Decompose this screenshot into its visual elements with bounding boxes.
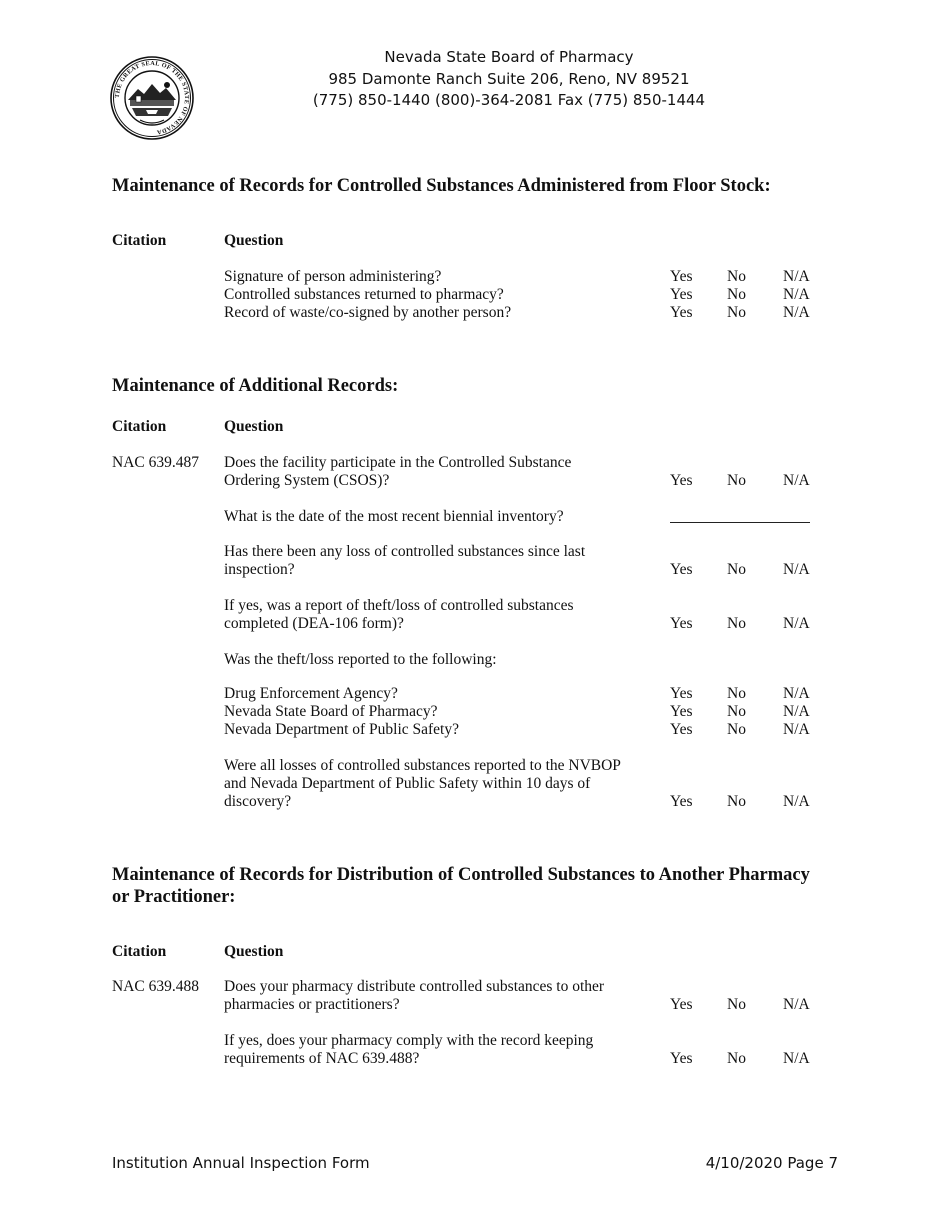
yes-option[interactable]: Yes — [670, 304, 693, 321]
yes-option[interactable]: Yes — [670, 1050, 693, 1067]
yes-option[interactable]: Yes — [670, 703, 693, 720]
no-option[interactable]: No — [727, 268, 746, 285]
no-option[interactable]: No — [727, 793, 746, 810]
no-option[interactable]: No — [727, 472, 746, 489]
question-text: Record of waste/co-signed by another person? — [224, 304, 512, 321]
question-text: If yes, does your pharmacy comply with the record keeping — [224, 1032, 594, 1049]
section-title-distribution-cont: or Practitioner: — [112, 887, 236, 907]
question-text: Controlled substances returned to pharmacy? — [224, 286, 504, 303]
na-option[interactable]: N/A — [783, 685, 810, 702]
na-option[interactable]: N/A — [783, 996, 810, 1013]
question-text: Has there been any loss of controlled substances since last — [224, 543, 586, 560]
citation-nac-639-487: NAC 639.487 — [112, 454, 199, 471]
no-option[interactable]: No — [727, 304, 746, 321]
question-text: Ordering System (CSOS)? — [224, 472, 390, 489]
board-address: 985 Damonte Ranch Suite 206, Reno, NV 89521 — [328, 69, 690, 88]
section-title-additional-records: Maintenance of Additional Records: — [112, 376, 399, 396]
question-text: Were all losses of controlled substances reported to the NVBOP — [224, 757, 621, 774]
yes-option[interactable]: Yes — [670, 685, 693, 702]
question-text: Was the theft/loss reported to the following: — [224, 651, 497, 668]
na-option[interactable]: N/A — [783, 615, 810, 632]
citation-nac-639-488: NAC 639.488 — [112, 978, 199, 995]
svg-text:THE GREAT SEAL OF THE STATE OF: THE GREAT SEAL OF THE STATE OF NEVADA — [113, 59, 191, 136]
yes-option[interactable]: Yes — [670, 615, 693, 632]
no-option[interactable]: No — [727, 561, 746, 578]
footer-form-name: Institution Annual Inspection Form — [112, 1154, 370, 1172]
question-text: completed (DEA-106 form)? — [224, 615, 404, 632]
question-text: What is the date of the most recent biennial inventory? — [224, 508, 564, 525]
question-text: and Nevada Department of Public Safety within 10 days of — [224, 775, 591, 792]
no-option[interactable]: No — [727, 996, 746, 1013]
agency-label: Nevada Department of Public Safety? — [224, 721, 459, 738]
section-title-distribution: Maintenance of Records for Distribution of Controlled Substances to Another Pharmacy — [112, 865, 810, 885]
section-title-floor-stock: Maintenance of Records for Controlled Substances Administered from Floor Stock: — [112, 176, 771, 196]
na-option[interactable]: N/A — [783, 561, 810, 578]
na-option[interactable]: N/A — [783, 721, 810, 738]
na-option[interactable]: N/A — [783, 286, 810, 303]
question-text: requirements of NAC 639.488? — [224, 1050, 420, 1067]
yes-option[interactable]: Yes — [670, 721, 693, 738]
na-option[interactable]: N/A — [783, 304, 810, 321]
question-text: discovery? — [224, 793, 292, 810]
yes-option[interactable]: Yes — [670, 996, 693, 1013]
yes-option[interactable]: Yes — [670, 472, 693, 489]
na-option[interactable]: N/A — [783, 472, 810, 489]
question-text: If yes, was a report of theft/loss of controlled substances — [224, 597, 574, 614]
citation-header: Citation — [112, 232, 167, 249]
agency-label: Drug Enforcement Agency? — [224, 685, 398, 702]
agency-label: Nevada State Board of Pharmacy? — [224, 703, 438, 720]
question-header: Question — [224, 418, 284, 435]
board-name: Nevada State Board of Pharmacy — [384, 48, 634, 66]
letterhead — [250, 47, 768, 112]
na-option[interactable]: N/A — [783, 268, 810, 285]
question-text: inspection? — [224, 561, 295, 578]
yes-option[interactable]: Yes — [670, 561, 693, 578]
board-phone: (775) 850-1440 (800)-364-2081 Fax (775) 850-1444 — [312, 91, 706, 109]
question-text: pharmacies or practitioners? — [224, 996, 400, 1013]
inventory-date-field[interactable] — [670, 522, 810, 523]
yes-option[interactable]: Yes — [670, 268, 693, 285]
yes-option[interactable]: Yes — [670, 793, 693, 810]
no-option[interactable]: No — [727, 703, 746, 720]
na-option[interactable]: N/A — [783, 1050, 810, 1067]
question-text: Does your pharmacy distribute controlled substances to other — [224, 978, 605, 995]
no-option[interactable]: No — [727, 1050, 746, 1067]
footer-date-page: 4/10/2020 Page 7 — [705, 1154, 838, 1172]
na-option[interactable]: N/A — [783, 703, 810, 720]
citation-header: Citation — [112, 418, 167, 435]
citation-header: Citation — [112, 943, 167, 960]
yes-option[interactable]: Yes — [670, 286, 693, 303]
question-header: Question — [224, 943, 284, 960]
no-option[interactable]: No — [727, 286, 746, 303]
state-seal — [110, 56, 194, 140]
na-option[interactable]: N/A — [783, 793, 810, 810]
question-text: Signature of person administering? — [224, 268, 442, 285]
question-text: Does the facility participate in the Controlled Substance — [224, 454, 572, 471]
question-header: Question — [224, 232, 284, 249]
no-option[interactable]: No — [727, 685, 746, 702]
no-option[interactable]: No — [727, 721, 746, 738]
no-option[interactable]: No — [727, 615, 746, 632]
